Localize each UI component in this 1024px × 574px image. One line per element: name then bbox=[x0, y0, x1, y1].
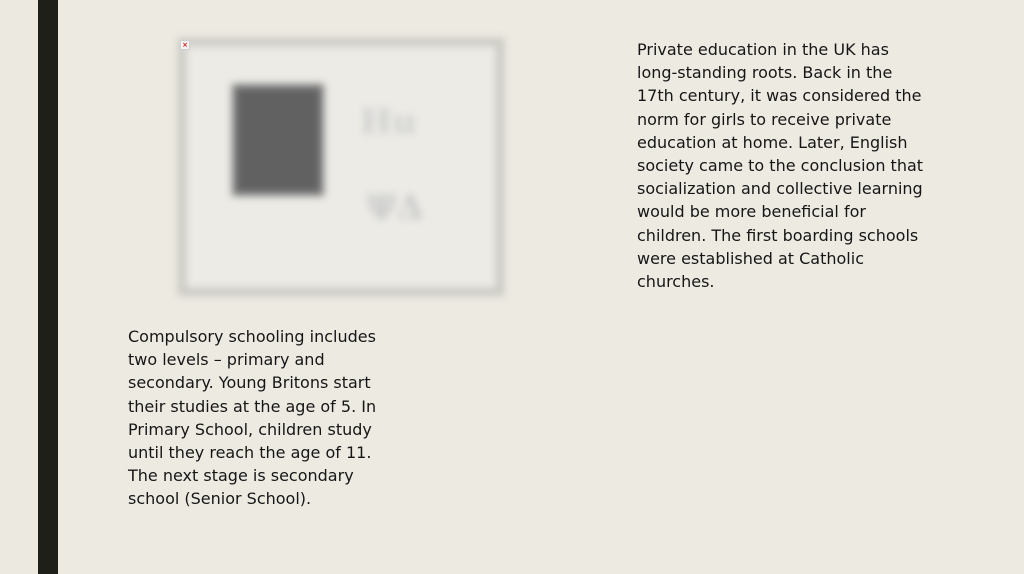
image-placeholder bbox=[178, 38, 504, 296]
compulsory-schooling-paragraph: Compulsory schooling includes two levels – primary and secondary. Young Britons start their studies at the age of 5. In Primary School, children study until they reach the age of 11. The next stage is secondary school (Senior School). bbox=[128, 327, 377, 509]
slide-accent-bar bbox=[38, 0, 58, 574]
placeholder-glyph-icon: Hu bbox=[360, 102, 417, 142]
placeholder-frame bbox=[178, 38, 504, 296]
placeholder-picture-icon bbox=[232, 84, 324, 196]
broken-image-icon: × bbox=[180, 40, 190, 50]
slide-left-margin bbox=[0, 0, 38, 574]
placeholder-glyph-icon: ΨΔ bbox=[366, 188, 424, 228]
private-education-paragraph: Private education in the UK has long-standing roots. Back in the 17th century, it was considered the norm for girls to receive private education at home. Later, English society came to the conclusion that socialization and collective learning would be more beneficial for children. The first boarding schools were established at Catholic churches. bbox=[637, 40, 924, 292]
